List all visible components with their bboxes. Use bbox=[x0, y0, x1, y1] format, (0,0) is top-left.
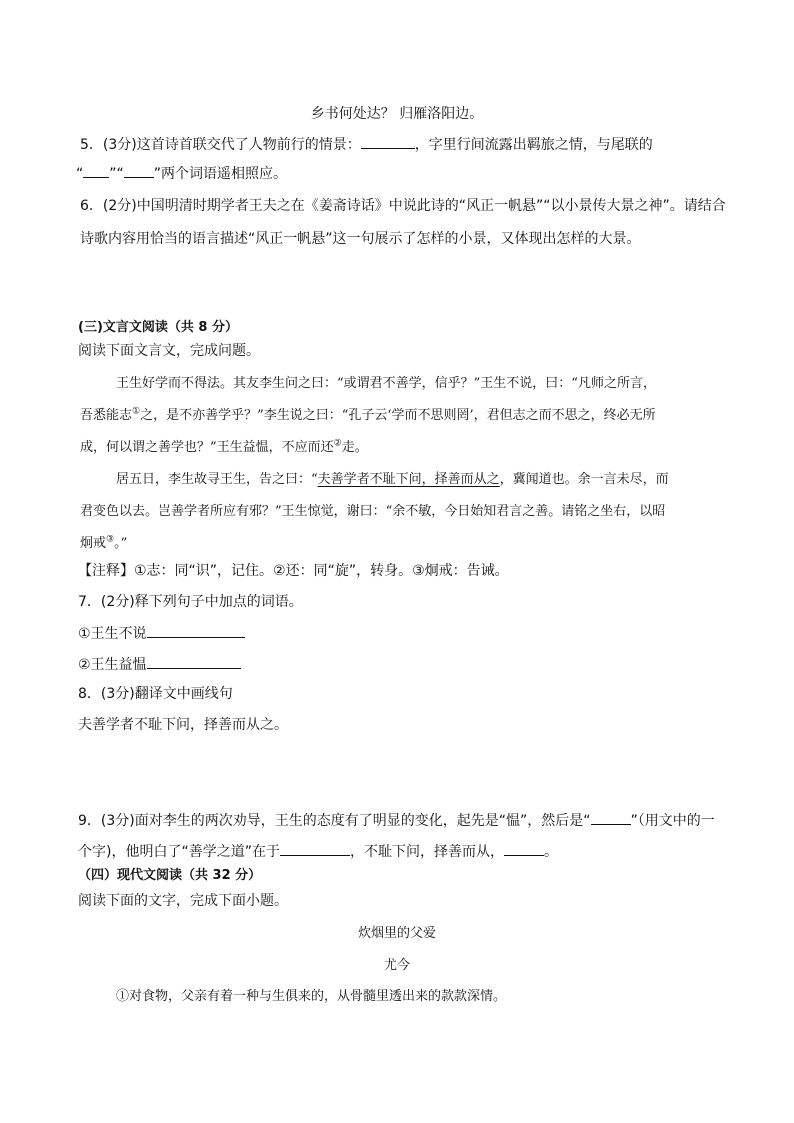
passage-p2-line-1 bbox=[116, 470, 669, 490]
q7-item-2-text: ②王生益愠 bbox=[78, 657, 147, 673]
question-7-item-1 bbox=[78, 623, 245, 644]
q7-blank-2[interactable] bbox=[147, 654, 241, 669]
section-3-title: (三)文言文阅读（共 8 分） bbox=[78, 320, 238, 335]
q5-text-b: ，字里行间流露出羁旅之情，与尾联的 bbox=[414, 137, 653, 153]
passage-p2-l1a: 居五日，李生故寻王生，告之曰：“ bbox=[116, 472, 318, 487]
question-9-line-2 bbox=[78, 841, 558, 862]
note-ref-2: ② bbox=[333, 438, 342, 449]
passage-p1-l2b: 之，是不亦善学乎？”李生说之曰：“孔子云‘学而不思则罔’，君但志之而不思之，终必无所 bbox=[140, 408, 656, 423]
q7-blank-1[interactable] bbox=[147, 623, 245, 638]
question-7-title: 7．(2分)释下列句子中加点的词语。 bbox=[78, 594, 303, 610]
passage-p2-l1b: ，冀闻道也。余一言未尽，而 bbox=[499, 472, 669, 487]
passage-p2-line-2: 君变色以去。岂善学者所应有邪？”王生惊觉，谢曰：“余不敏，今日始知君言之善。请铭之坐右，以昭 bbox=[80, 504, 666, 519]
passage-p1-line-3 bbox=[80, 438, 368, 458]
question-8-title: 8．(3分)翻译文中画线句 bbox=[78, 686, 233, 702]
section-3-instruction: 阅读下面文言文，完成问题。 bbox=[78, 343, 260, 359]
question-5-line-1 bbox=[80, 134, 653, 155]
q9-blank-2[interactable] bbox=[280, 841, 350, 856]
note-ref-3: ③ bbox=[106, 534, 115, 545]
question-5-line-2 bbox=[76, 163, 287, 184]
article-author: 尤今 bbox=[383, 958, 410, 973]
passage-p1-l2a: 吾悉能志 bbox=[80, 408, 133, 423]
section-4-instruction: 阅读下面的文字，完成下面小题。 bbox=[78, 893, 288, 909]
passage-p1-l3b: 走。 bbox=[341, 440, 368, 455]
passage-p1-line-1: 王生好学而不得法。其友李生问之曰：“或谓君不善学，信乎？”王生不说，曰：“凡师之所言， bbox=[116, 376, 656, 391]
question-9-line-1 bbox=[78, 810, 715, 831]
q7-item-1-text: ①王生不说 bbox=[78, 626, 147, 642]
question-6-line-1: 6．(2分)中国明清时期学者王夫之在《姜斋诗话》中说此诗的“风正一帆悬”“以小景传大景之神”。请结合 bbox=[80, 198, 726, 214]
q9-text-e: 。 bbox=[543, 844, 558, 860]
q9-text-a: 9．(3分)面对李生的两次劝导，王生的态度有了明显的变化，起先是“愠”，然后是“ bbox=[78, 813, 591, 829]
underlined-sentence: 夫善学者不耻下问，择善而从之 bbox=[317, 472, 500, 487]
note-ref-1: ① bbox=[132, 406, 141, 417]
q5-text-e: ”两个词语遥相照应。 bbox=[153, 166, 288, 182]
passage-p1-l3a: 成，何以谓之善学也？”王生益愠，不应而还 bbox=[80, 440, 334, 455]
passage-p2-l3b: 。” bbox=[114, 536, 128, 551]
q9-blank-1[interactable] bbox=[591, 810, 631, 825]
q5-blank-2[interactable] bbox=[83, 163, 109, 178]
q9-text-d: ，不耻下问，择善而从， bbox=[349, 844, 504, 860]
q9-text-b: ”（用文中的一 bbox=[630, 813, 715, 829]
q5-blank-3[interactable] bbox=[124, 163, 154, 178]
article-paragraph-1: ①对食物，父亲有着一种与生俱来的，从骨髓里透出来的款款深情。 bbox=[116, 989, 507, 1004]
q5-blank-1[interactable] bbox=[361, 134, 415, 149]
q5-text-c: “ bbox=[76, 166, 84, 182]
passage-p1-line-2 bbox=[80, 406, 656, 426]
question-7-item-2 bbox=[78, 654, 241, 675]
q5-text-a: 5．(3分)这首诗首联交代了人物前行的情景： bbox=[80, 137, 361, 153]
question-8-sentence: 夫善学者不耻下问，择善而从之。 bbox=[78, 717, 288, 733]
article-title: 炊烟里的父爱 bbox=[357, 926, 436, 941]
question-6-line-2: 诗歌内容用恰当的语言描述“风正一帆悬”这一句展示了怎样的小景，又体现出怎样的大景。 bbox=[80, 231, 641, 247]
q9-text-c: 个字)，他明白了“善学之道”在于 bbox=[78, 844, 280, 860]
section-4-title: （四）现代文阅读（共 32 分） bbox=[78, 868, 262, 883]
q5-text-d: ”“ bbox=[109, 166, 124, 182]
passage-p2-line-3 bbox=[80, 534, 127, 554]
q9-blank-3[interactable] bbox=[504, 841, 544, 856]
annotation-notes: 【注释】①志：同“识”，记住。②还：同“旋”，转身。③炯戒：告诫。 bbox=[78, 563, 509, 579]
passage-p2-l3a: 炯戒 bbox=[80, 536, 107, 551]
poem-last-line: 乡书何处达？ 归雁洛阳边。 bbox=[310, 106, 484, 122]
